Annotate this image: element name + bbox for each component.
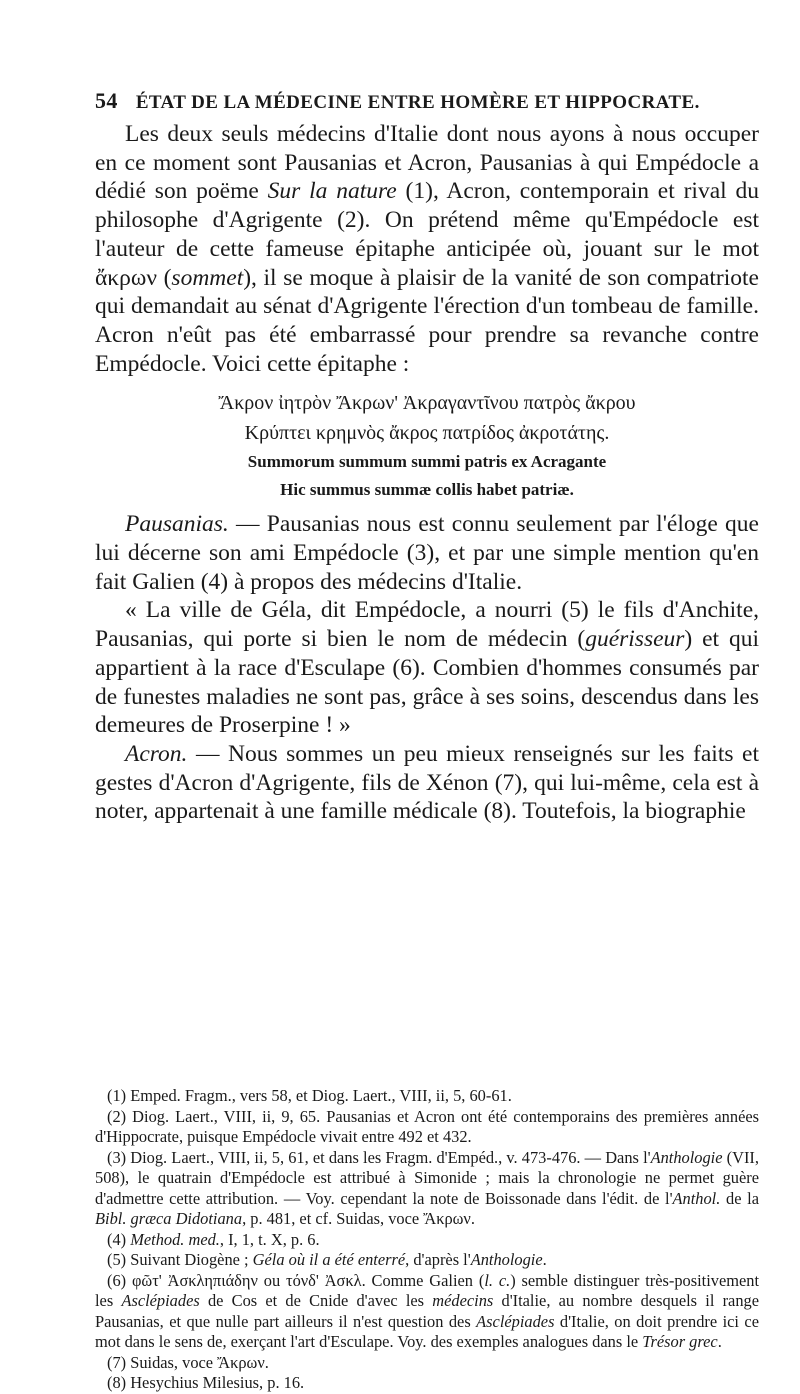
section-heading-pausanias: Pausanias. (125, 511, 229, 538)
italic-title: Anthologie (470, 1250, 543, 1269)
text-run: de la (720, 1188, 759, 1208)
text-run: (1), Acron, contemporain et rival du philosophe d'Agrigente (2). On prétend même qu'Empédocle est l'auteur de cette fameuse épitaphe anticipée où, jouant sur le mot (95, 178, 759, 262)
title-sur-la-nature: Sur la nature (267, 178, 397, 205)
italic-sommet: sommet (171, 264, 244, 291)
text-run: (3) Diog. Laert., VIII, ii, 5, 61, et dans les Fragm. d'Empéd., v. 473-476. — Dans l' (107, 1147, 651, 1167)
text-run: « La ville de Géla, dit Empédocle, a nourri (5) le fils d'Anchite, Pausanias, qui porte si bien le nom de médecin ( (95, 597, 759, 653)
italic-phrase: Géla où il a été enterré (252, 1250, 406, 1269)
main-text (95, 120, 759, 826)
greek-word: ἄκρων (95, 264, 157, 291)
text-run: ) et qui appartient à la race d'Esculape (6). Combien d'hommes consumés par de funestes maladies ne sont pas, grâce à ses soins, descendus dans les demeures de Proserpine ! » (95, 626, 759, 739)
text-run: ( (156, 264, 172, 291)
text-run: — Nous sommes un peu mieux renseignés sur les faits et gestes d'Acron d'Agrigente, fils de Xénon (7), qui lui-même, cela est à noter, appartenait à une famille médicale (8). Toutefois, la biographie (95, 740, 759, 825)
footnote-7: (7) Suidas, voce Ἄκρων. (107, 1352, 269, 1372)
italic-title: Anthol. (672, 1188, 721, 1208)
italic-title: Trésor grec (642, 1332, 718, 1351)
text-run: ), il se moque à plaisir de la vanité de son compatriote qui demandait au sénat d'Agrigente l'érection d'un tombeau de famille. Acron n'eût pas été embarrassé pour prendre sa revanche contre Empédocle. Voici cette épitaphe : (95, 264, 759, 377)
text-run: (4) (107, 1229, 131, 1249)
latin-verse-1: Summorum summum summi patris ex Acragante (247, 452, 607, 472)
footnote-5 (95, 1250, 759, 1271)
italic-phrase: l. c. (484, 1270, 511, 1290)
greek-verse-1: Ἄκρον ἰητρὸν Ἄκρων' Ἀκραγαντῖνου πατρὸς ἄκρου (218, 392, 636, 415)
italic-phrase: médecins (432, 1291, 494, 1310)
greek-verse-2: Κρύπτει κρημνὸς ἄκρος πατρίδος ἀκροτάτης. (244, 422, 610, 445)
text-run: d'Italie, on doit prendre ici ce mot dans le sens de, exerçant l'art d'Esculape. Voy. des exemples analogues dans le (95, 1311, 759, 1351)
text-run: (6) φῶτ' Ἀσκληπιάδην ou τόνδ' Ἀσκλ. Comme Galien ( (107, 1270, 485, 1290)
text-run: — Pausanias nous est connu seulement par l'éloge que lui décerne son ami Empédocle (3), et par une simple mention qu'en fait Galien (4) à propos des médecins d'Italie. (95, 511, 759, 595)
section-heading-acron: Acron. (125, 740, 188, 767)
text-run: (5) Suivant Diogène ; (107, 1250, 253, 1269)
running-title: ÉTAT DE LA MÉDECINE ENTRE HOMÈRE ET HIPPOCRATE. (135, 92, 700, 113)
text-run: , p. 481, et cf. Suidas, voce Ἄκρων. (242, 1209, 475, 1228)
footnote-3 (95, 1148, 759, 1230)
paragraph-pausanias (95, 510, 759, 596)
italic-phrase: Asclépiades (121, 1291, 200, 1310)
italic-phrase: Asclépiades (476, 1311, 555, 1331)
footnote-2: (2) Diog. Laert., VIII, ii, 9, 65. Pausanias et Acron ont été contemporains des premières années d'Hippocrate, puisque Empédocle vivait entre 492 et 432. (95, 1106, 759, 1146)
footnote-8: (8) Hesychius Milesius, p. 16. (107, 1373, 305, 1392)
italic-title: Bibl. græca Didotiana (95, 1209, 243, 1228)
text-run: . (717, 1332, 722, 1351)
italic-guerisseur: guérisseur (585, 626, 685, 653)
page-number: 54 (95, 88, 118, 113)
italic-title: Anthologie (650, 1147, 723, 1167)
text-run: ) semble distinguer très-positivement les (95, 1270, 760, 1310)
text-run: (VII, 508), le quatrain d'Empédocle est attribué à Simonide ; mais la chronologie ne permet guère d'admettre cette attribution. — Voy. cependant la note de Boissonade dans l'édit. de l' (95, 1147, 759, 1208)
paragraph-gela-quote (95, 596, 759, 740)
latin-verse-2: Hic summus summæ collis habet patriæ. (280, 480, 574, 500)
paragraph-acron (95, 740, 759, 826)
running-header (95, 88, 735, 114)
text-run: Les deux seuls médecins d'Italie dont nous ayons à nous occuper en ce moment sont Pausanias et Acron, Pausanias à qui Empédocle a dédié son poëme (95, 121, 759, 205)
paragraph-intro (95, 120, 759, 378)
footnotes (95, 1086, 759, 1394)
footnote-6 (95, 1271, 759, 1353)
footnote-4 (95, 1230, 759, 1251)
epitaph-quote (95, 388, 759, 504)
text-run: , I, 1, t. X, p. 6. (219, 1229, 320, 1249)
text-run: , d'après l' (405, 1250, 471, 1269)
text-run: d'Italie, au nombre desquels il range Pausanias, et que nulle part ailleurs il n'est question des (95, 1291, 759, 1331)
footnote-1: (1) Emped. Fragm., vers 58, et Diog. Laert., VIII, ii, 5, 60-61. (107, 1086, 512, 1105)
text-run: . (542, 1250, 547, 1269)
text-run: de Cos et de Cnide d'avec les (199, 1291, 433, 1310)
italic-title: Method. med. (130, 1229, 220, 1249)
